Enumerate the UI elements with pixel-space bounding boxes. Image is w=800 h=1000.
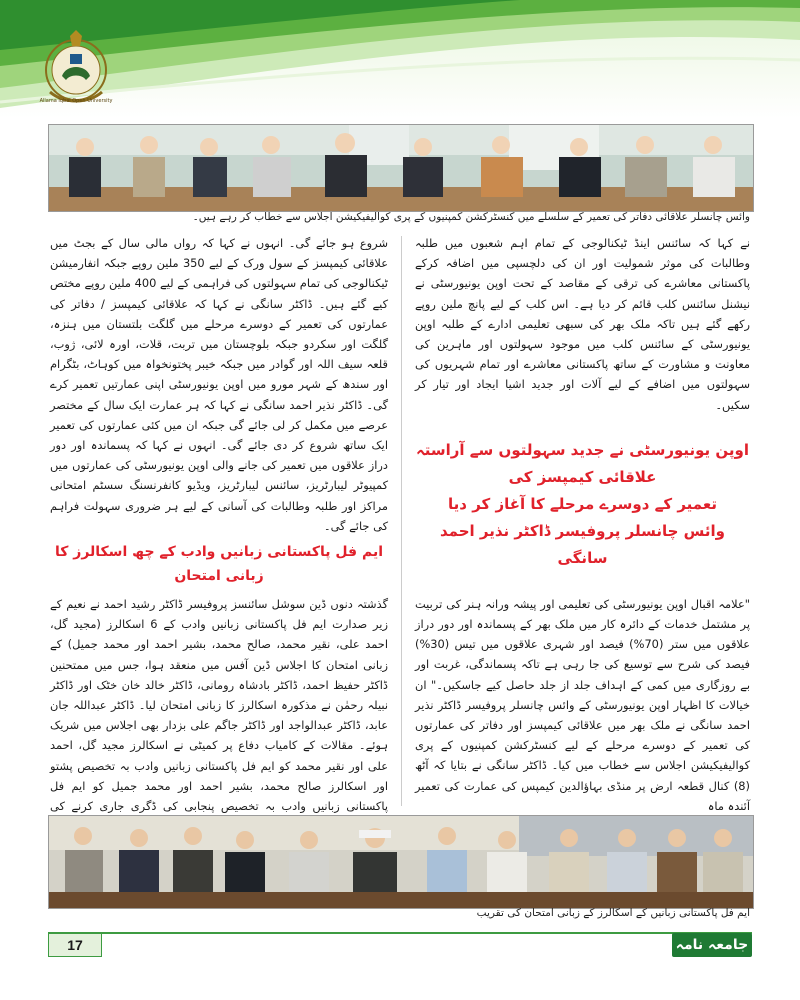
- column-divider: [401, 236, 402, 806]
- svg-text:Allama Iqbal Open University: Allama Iqbal Open University: [39, 98, 113, 104]
- main-headline: [415, 437, 750, 572]
- mphil-subheading: ایم فل پاکستانی زبانیں وادب کے چھ اسکالرز کا زبانی امتحان: [54, 544, 384, 585]
- left-column: [50, 233, 388, 814]
- left-body-paragraph: گذشتہ دنوں ڈین سوشل سائنسز پروفیسر ڈاکٹر رشید احمد نے نعیم کے زیر صدارت ایم فل پاکستانی زبانیں وادب کے 6 اسکالرز (مجید گل، احمد علی، نقیر محمد، صالح محمد، بشیر احمد اور محمد جمیل) کے زبانی امتحان کا اجلاس ڈین آفس میں منعقد ہوا، جس میں ممتحنین ڈاکٹر حفیظ احمد، ڈاکٹر بادشاہ رومانی، ڈاکٹر خالد خان خٹک اور ڈاکٹر نبیلہ رحمٰن نے مذکورہ اسکالرز کا زبانی امتحان لیا۔ ڈاکٹر عبداللہ جان عابد، ڈاکٹر عبدالواجد اور ڈاکٹر جاگم علی بزدار بھی اجلاس میں شریک ہوئے۔ مقالات کے کامیاب دفاع پر کمیٹی نے اسکالرز مجید گل، احمد علی اور نقیر محمد کو ایم فل پاکستانی زبانیں وادب بہ تخصیص پشتو اور اسکالرز صالح محمد، بشیر احمد اور محمد جمیل کو ایم فل پاکستانی زبانیں وادب بہ تخصیص پنجابی کی ڈگری جاری کرنے کی: [50, 597, 388, 814]
- footer-rule: [48, 932, 752, 934]
- header-band: [0, 0, 800, 118]
- header-swoosh: [0, 0, 800, 118]
- top-photo-caption: وائس چانسلر علاقائی دفاتر کی تعمیر کے سلسلے میں کنسٹرکشن کمپنیوں کے پری کوالیفیکیشن اجلاس سے خطاب کر رہے ہیں۔: [192, 211, 750, 223]
- top-photo: [48, 124, 754, 212]
- right-intro-paragraph: نے کہا کہ سائنس اینڈ ٹیکنالوجی کے تمام اہم شعبوں میں طلبہ وطالبات کی موثر شمولیت اور ان کی دلچسپی میں اضافہ کرکے پاکستانی معاشرے کی ترقی کے مقاصد کے تحت اوپن یونیورسٹی نے نیشنل سائنس کلب قائم کر دیا ہے۔ اس کلب کے لیے پانچ ملین روپے رکھے گئے ہیں تاکہ ملک بھر کی سبھی تعلیمی ادارے کے طلبہ اوپن یونیورسٹی کے سائنس کلب میں موجود سہولتوں اور ماہرین کی معاونت و مشاورت کے ساتھ پاکستانی معاشرے اور تمام شہریوں کی سہولتوں میں اضافے کے لیے آلات اور جدید اشیا ایجاد اور تیار کر سکیں۔: [415, 236, 750, 412]
- bottom-photo: [48, 815, 754, 909]
- university-logo: [40, 30, 112, 108]
- right-column: [415, 233, 750, 813]
- magazine-brand: جامعہ نامہ: [672, 933, 752, 957]
- right-body-paragraph: "علامہ اقبال اوپن یونیورسٹی کی تعلیمی اور پیشہ ورانہ ہنر کی تربیت پر مشتمل خدمات کے دائرہ کار میں ملک بھر کے پسماندہ اور دور دراز علاقوں میں ستر (70%) فیصد اور شہری علاقوں میں تیس (30%) فیصد کی شرح سے توسیع کی جا رہی ہے تاکہ پسماندگی، غربت اور بے روزگاری میں کمی کے اہداف جلد از جلد حاصل کیے جاسکیں۔" ان خیالات کا اظہار اوپن یونیورسٹی کے وائس چانسلر پروفیسر ڈاکٹر نذیر احمد سانگی نے ملک بھر میں علاقائی کیمپسز اور دفاتر کی عمارتوں کی تعمیر کے دوسرے مرحلے کے لیے کنسٹرکشن کمپنیوں کے پری کوالیفیکیشن اجلاس سے خطاب میں کیا۔ ڈاکٹر سانگی نے بتایا کہ آٹھ (8) کنال قطعہ ارض پر منڈی بہاؤالدین کیمپس کی عمارت کی تعمیر آئندہ ماہ: [415, 596, 750, 813]
- headline-line-3: وائس چانسلر پروفیسر ڈاکٹر نذیر احمد سانگی: [440, 521, 725, 567]
- page-number: 17: [48, 933, 102, 957]
- headline-line-2: تعمیر کے دوسرے مرحلے کا آغاز کر دیا: [448, 494, 717, 513]
- left-continuation-paragraph: شروع ہو جائے گی۔ انہوں نے کہا کہ رواں مالی سال کے بجٹ میں علاقائی کیمپسز کے سول ورک کے لیے 350 ملین روپے جبکہ انفارمیشن ٹیکنالوجی کی تمام سہولتوں کی فراہمی کے لیے 400 ملین روپے مختص کیے گئے ہیں۔ ڈاکٹر سانگی نے کہا کہ علاقائی کیمپسز / دفاتر کی عمارتوں کی تعمیر کے دوسرے مرحلے میں گلگت بلتستان میں ہنزہ، گلگت اور سکردو جبکہ بلوچستان میں تربت، قلات، اورہ لائی، ژوب، قلعہ سیف اللہ اور گوادر میں جبکہ خیبر پختونخواہ میں کوہاٹ، بٹگرام اور سندھ کے شہر مورو میں اوپن یونیورسٹی اپنی عمارتیں تعمیر کرے گی۔ ڈاکٹر نذیر احمد سانگی نے کہا کہ ہر عمارت ایک سال کے مختصر عرصے میں مکمل کر لی جائے گی جبکہ ان میں کئی عمارتوں کی تعمیر ایک ساتھ شروع کر دی جائے گی۔ انہوں نے کہا کہ پسماندہ اور دور دراز علاقوں میں تعمیر کی جانے والی اوپن یونیورسٹی کی عمارتوں میں کمپیوٹر لیبارٹریز، سائنس لیبارٹریز، ویڈیو کانفرنسنگ سسٹم امتحانی مراکز اور طلبہ وطالبات کی آسانی کے لیے ہر ضروری سہولت فراہم کی جائے گی۔: [50, 236, 388, 533]
- bottom-photo-caption: ایم فل پاکستانی زبانیں کے اسکالرز کے زبانی امتحان کی تقریب: [476, 907, 750, 919]
- headline-line-1: اوپن یونیورسٹی نے جدید سہولتوں سے آراستہ علاقائی کیمپسز کی: [415, 440, 750, 486]
